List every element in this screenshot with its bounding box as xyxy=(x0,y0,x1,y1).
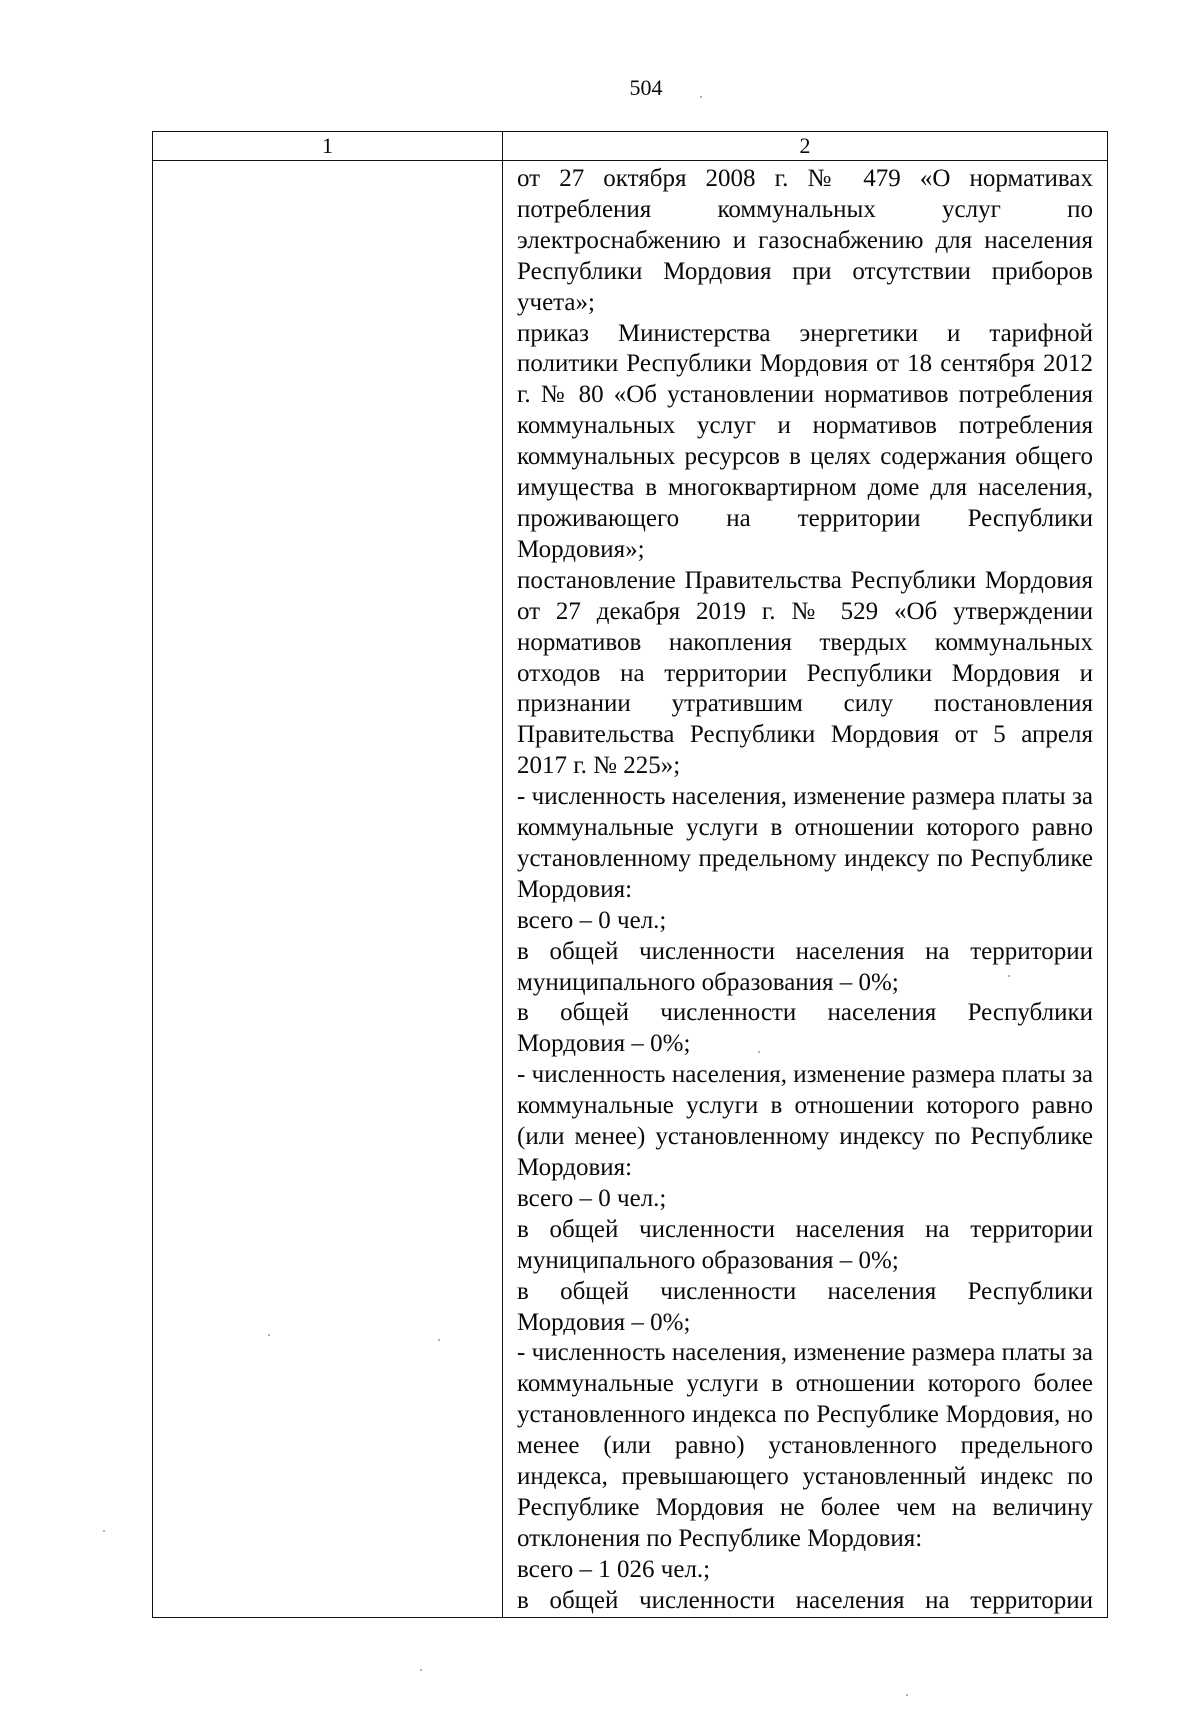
paragraph: всего – 0 чел.; xyxy=(517,906,667,934)
paragraph: от 27 октября 2008 г. № 479 «О нормативах потребления коммунальных услуг по электроснабжению и газоснабжению для населения Республики Мордовия при отсутствии приборов учета»; xyxy=(517,165,1093,316)
paragraph: в общей численности населения на территории муниципального образования – 0%; xyxy=(517,1215,1093,1274)
paragraph: в общей численности населения на территории xyxy=(517,1586,1093,1614)
scan-speck xyxy=(103,1530,105,1532)
column-2-cell xyxy=(503,161,1108,1618)
paragraph: - численность населения, изменение размера платы за коммунальные услуги в отношении которого равно (или менее) установленному индексу по Республике Мордовия: xyxy=(517,1061,1093,1181)
paragraph: в общей численности населения Республики Мордовия – 0%; xyxy=(517,1277,1093,1336)
column-1-header: 1 xyxy=(153,132,503,161)
paragraph: приказ Министерства энергетики и тарифной политики Республики Мордовия от 18 сентября 2012 г. № 80 «Об установлении нормативов потребления коммунальных услуг и нормативов потребления коммунальных ресурсов в целях содержания общего имущества в многоквартирном доме для населения, проживающего на территории Республики Мордовия»; xyxy=(517,319,1093,563)
column-1-cell xyxy=(153,161,503,1618)
scan-speck xyxy=(906,1694,908,1696)
scan-speck xyxy=(700,96,702,98)
paragraph: - численность населения, изменение размера платы за коммунальные услуги в отношении которого равно установленному предельному индексу по Республике Мордовия: xyxy=(517,783,1093,903)
page-number: 504 xyxy=(629,75,663,100)
paragraph: постановление Правительства Республики Мордовия от 27 декабря 2019 г. № 529 «Об утверждении нормативов накопления твердых коммунальных отходов на территории Республики Мордовия и признании утратившим силу постановления Правительства Республики Мордовия от 5 апреля 2017 г. № 225»; xyxy=(517,566,1093,780)
table-header-row xyxy=(153,132,1108,161)
scan-speck xyxy=(420,1669,422,1671)
paragraph: - численность населения, изменение размера платы за коммунальные услуги в отношении которого более установленного индекса по Республике Мордовия, но менее (или равно) установленного предельного индекса, превышающего установленный индекс по Республике Мордовия не более чем на величину отклонения по Республике Мордовия: xyxy=(517,1339,1093,1552)
table-row xyxy=(153,161,1108,1618)
paragraph: в общей численности населения Республики Мордовия – 0%; xyxy=(517,999,1093,1058)
column-2-text xyxy=(503,161,1107,1617)
document-table xyxy=(152,131,1108,1618)
paragraph: всего – 1 026 чел.; xyxy=(517,1555,711,1583)
paragraph: в общей численности населения на территории муниципального образования – 0%; xyxy=(517,937,1093,996)
column-2-header: 2 xyxy=(503,132,1108,161)
paragraph: всего – 0 чел.; xyxy=(517,1184,667,1212)
